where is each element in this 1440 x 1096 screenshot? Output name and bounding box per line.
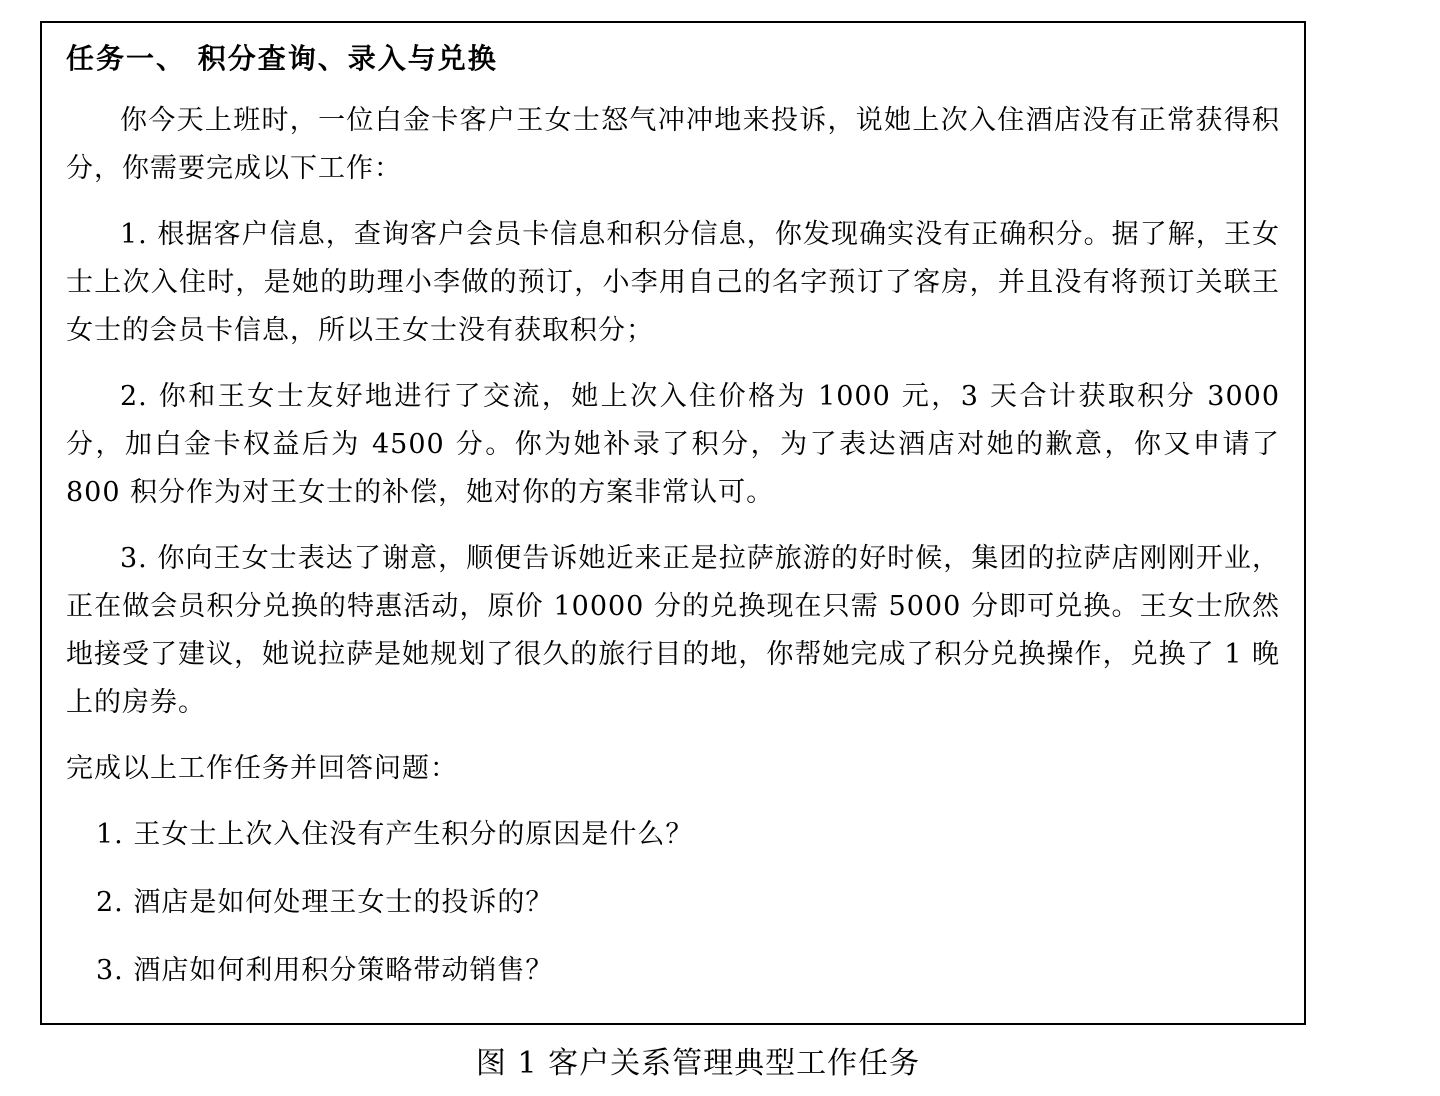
task-title: 任务一、 积分查询、录入与兑换 [66,42,498,75]
question-2: 2. 酒店是如何处理王女士的投诉的？ [96,887,554,918]
task-box [40,21,1306,1025]
question-3: 3. 酒店如何利用积分策略带动销售？ [96,955,554,986]
task-intro: 你今天上班时，一位白金卡客户王女士怒气冲冲地来投诉，说她上次入住酒店没有正常获得积分，你需要完成以下工作： [66,105,1280,184]
questions-intro: 完成以上工作任务并回答问题： [66,753,458,784]
question-1: 1. 王女士上次入住没有产生积分的原因是什么？ [96,819,694,850]
question-list [66,811,1280,995]
task-step-1: 1. 根据客户信息，查询客户会员卡信息和积分信息，你发现确实没有正确积分。据了解，王女士上次入住时，是她的助理小李做的预订，小李用自己的名字预订了客房，并且没有将预订关联王女士的会员卡信息，所以王女士没有获取积分； [66,219,1280,346]
task-step-3: 3. 你向王女士表达了谢意，顺便告诉她近来正是拉萨旅游的好时候，集团的拉萨店刚刚开业，正在做会员积分兑换的特惠活动，原价 10000 分的兑换现在只需 5000 分即可兑换。王女士欣然地接受了建议，她说拉萨是她规划了很久的旅行目的地，你帮她完成了积分兑换操作，兑换了 1 晚上的房券。 [66,543,1280,718]
task-step-2: 2. 你和王女士友好地进行了交流，她上次入住价格为 1000 元，3 天合计获取积分 3000 分，加白金卡权益后为 4500 分。你为她补录了积分，为了表达酒店对她的歉意，你又申请了 800 积分作为对王女士的补偿，她对你的方案非常认可。 [66,381,1280,508]
figure-caption: 图 1 客户关系管理典型工作任务 [475,1046,921,1081]
